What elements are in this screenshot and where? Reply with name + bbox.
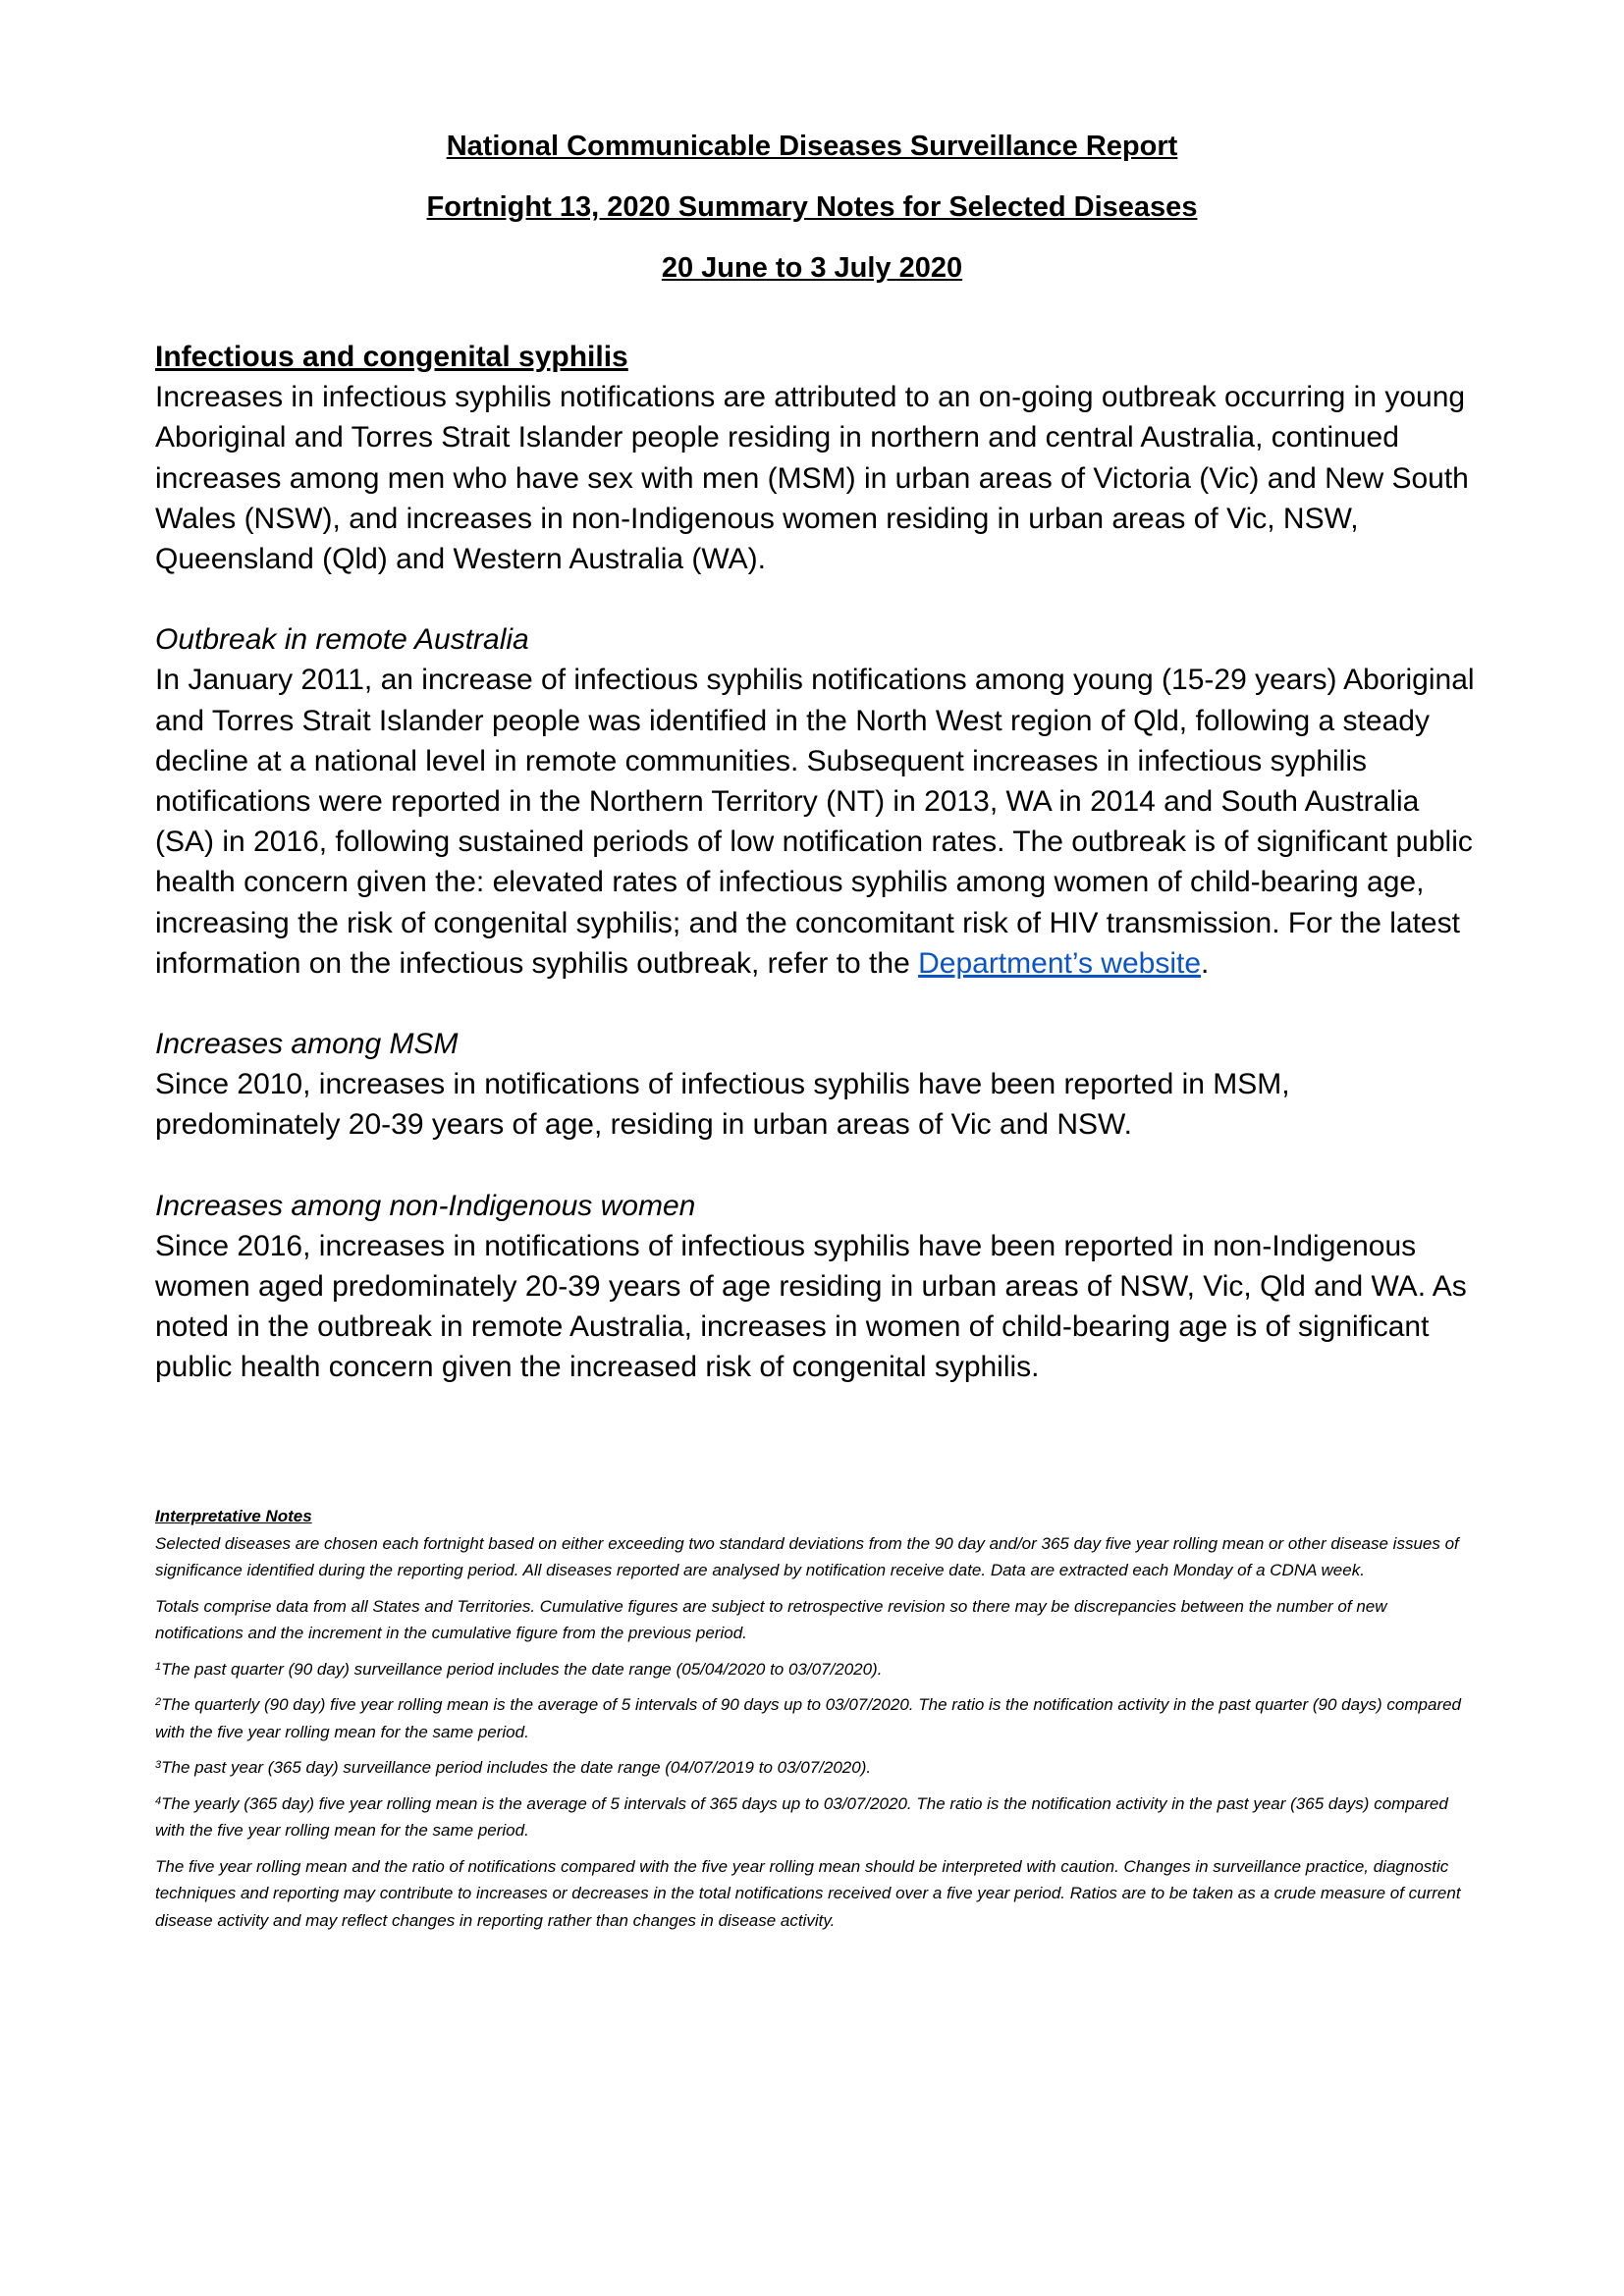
department-website-link[interactable]: Department’s website bbox=[918, 946, 1202, 980]
footnote-text: The quarterly (90 day) five year rolling mean is the average of 5 intervals of 90 days up to 03/07/2020. The ratio is the notification activity in the past quarter (90 days) compared with the five year rolling mean for the same period. bbox=[155, 1695, 1462, 1741]
footnote bbox=[155, 1754, 1476, 1782]
footnote-text: The yearly (365 day) five year rolling mean is the average of 5 intervals of 365 days up to 03/07/2020. The ratio is the notification activity in the past year (365 days) compared with the five year rolling mean for the same period. bbox=[155, 1793, 1448, 1840]
notes-caution: The five year rolling mean and the ratio of notifications compared with the five year rolling mean should be interpreted with caution. Changes in surveillance practice, diagnostic techniques and reporting may contribute to increases or decreases in the total notifications received over a five year period. Ratios are to be taken as a crude measure of current disease activity and may reflect changes in reporting rather than changes in disease activity. bbox=[155, 1856, 1461, 1930]
syphilis-section bbox=[155, 337, 1476, 1428]
outbreak-end: . bbox=[1201, 946, 1210, 980]
outbreak-text: In January 2011, an increase of infectious syphilis notifications among young (15-29 years) Aboriginal and Torres Strait Islander people was identified in the North West region of Qld, following a steady decline at a national level in remote communities. Subsequent increases in infectious syphilis notifications were reported in the Northern Territory (NT) in 2013, WA in 2014 and South Australia (SA) in 2016, following sustained periods of low notification rates. The outbreak is of significant public health concern given the: elevated rates of infectious syphilis among women of child-bearing age, increasing the risk of congenital syphilis; and the concomitant risk of HIV transmission. For the latest information on the infectious syphilis outbreak, refer to the bbox=[155, 664, 1475, 980]
notes-selection: Selected diseases are chosen each fortnight based on either exceeding two standard deviations from the 90 day and/or 365 day five year rolling mean or other disease issues of significance identified during the reporting period. All diseases reported are analysed by notification receive date. Data are extracted each Monday of a CDNA week. bbox=[155, 1533, 1459, 1579]
report-title: National Communicable Diseases Surveillance Report bbox=[446, 131, 1178, 162]
women-heading: Increases among non-Indigenous women bbox=[155, 1189, 696, 1222]
footnote-mark: 4 bbox=[155, 1794, 162, 1807]
report-date-range: 20 June to 3 July 2020 bbox=[661, 252, 963, 284]
outbreak-heading: Outbreak in remote Australia bbox=[155, 623, 529, 657]
women-paragraph: Since 2016, increases in notifications of infectious syphilis have been reported in non-Indigenous women aged predominately 20-39 years of age residing in urban areas of NSW, Vic, Qld and WA. As noted in the outbreak in remote Australia, increases in women of child-bearing age is of significant public health concern given the increased risk of congenital syphilis. bbox=[155, 1229, 1467, 1384]
footnote-mark: 3 bbox=[155, 1759, 162, 1771]
msm-heading: Increases among MSM bbox=[155, 1028, 459, 1061]
report-subtitle: Fortnight 13, 2020 Summary Notes for Selected Diseases bbox=[426, 191, 1198, 223]
section-intro: Increases in infectious syphilis notifications are attributed to an on-going outbreak occurring in young Aboriginal and Torres Strait Islander people residing in northern and central Australia, continued increases among men who have sex with men (MSM) in urban areas of Victoria (Vic) and New South Wales (NSW), and increases in non-Indigenous women residing in urban areas of Vic, NSW, Queensland (Qld) and Western Australia (WA). bbox=[155, 381, 1469, 576]
footnote bbox=[155, 1656, 1476, 1683]
msm-paragraph: Since 2010, increases in notifications of infectious syphilis have been reported in MSM, predominately 20-39 years of age, residing in urban areas of Vic and NSW. bbox=[155, 1068, 1290, 1142]
notes-heading: Interpretative Notes bbox=[155, 1507, 312, 1525]
footnote-mark: 2 bbox=[155, 1696, 162, 1708]
footnote-mark: 1 bbox=[155, 1660, 162, 1673]
footnote bbox=[155, 1790, 1476, 1844]
footnote-text: The past year (365 day) surveillance period includes the date range (04/07/2019 to 03/07/2020). bbox=[161, 1758, 872, 1777]
outbreak-paragraph bbox=[155, 660, 1476, 984]
footnote-text: The past quarter (90 day) surveillance period includes the date range (05/04/2020 to 03/07/2020). bbox=[161, 1659, 883, 1679]
interpretative-notes bbox=[155, 1503, 1476, 1943]
section-heading: Infectious and congenital syphilis bbox=[155, 341, 628, 373]
notes-totals: Totals comprise data from all States and Territories. Cumulative figures are subject to retrospective revision so there may be discrepancies between the number of new notifications and the increment in the cumulative figure from the previous period. bbox=[155, 1596, 1387, 1642]
report-header bbox=[155, 116, 1469, 298]
footnote bbox=[155, 1691, 1476, 1745]
